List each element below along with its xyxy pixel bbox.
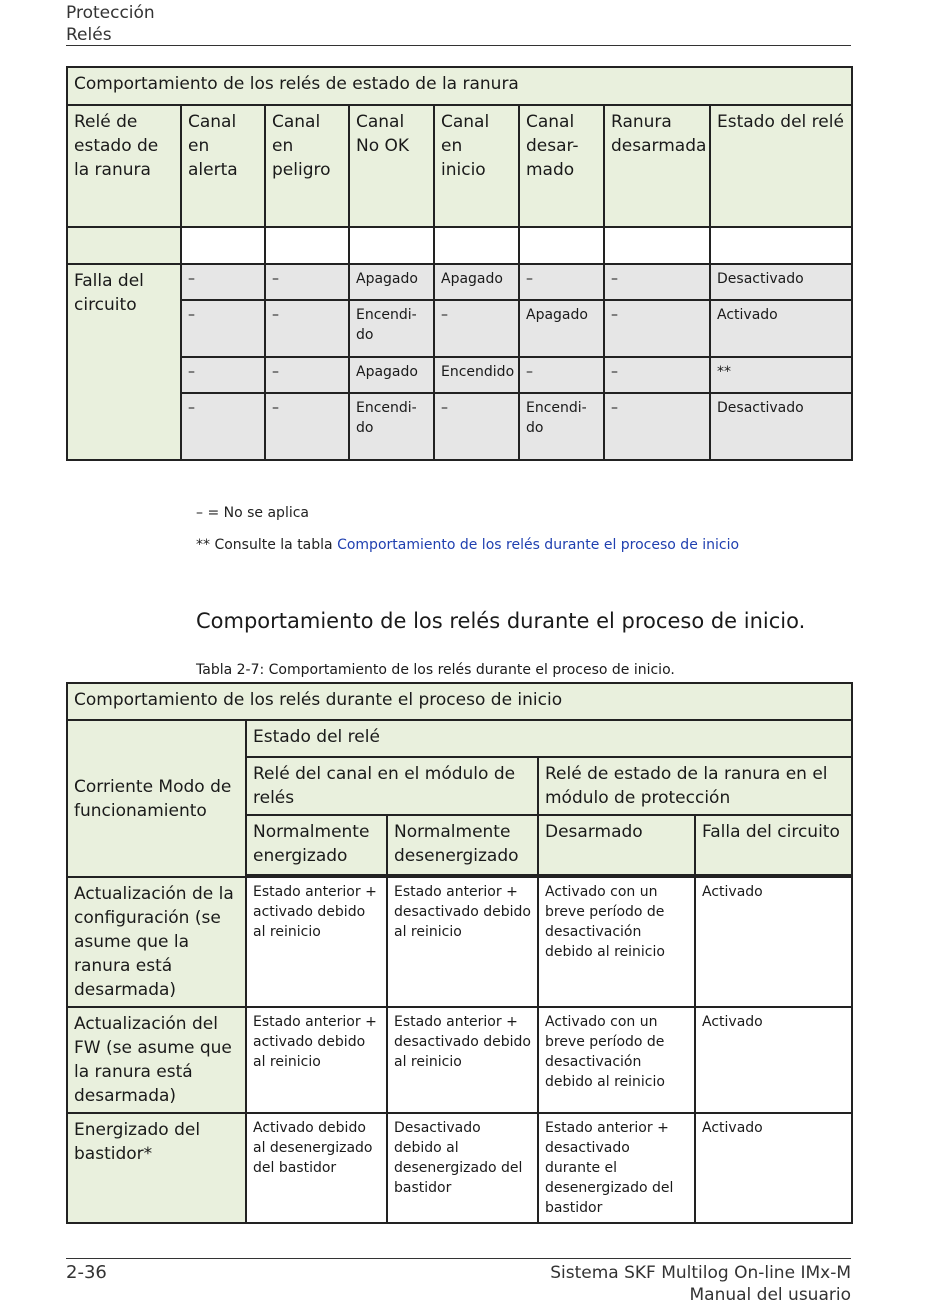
table-cell: Activado con un breve período de desactivación debido al reinicio (538, 877, 695, 1007)
column-header: Ranura desarmada (604, 105, 710, 227)
table-cell: ** (710, 357, 852, 393)
column-header: Normalmente desenergizado (387, 815, 538, 875)
table-cell: Apagado (519, 300, 604, 357)
header-section: Protección (66, 3, 155, 23)
column-header: Relé de estado de la ranura (67, 105, 181, 227)
table-cell: Encendi-do (349, 300, 434, 357)
column-header: Normalmente energizado (246, 815, 387, 875)
table-cell: Encendi-do (519, 393, 604, 460)
column-header: Canal desar-mado (519, 105, 604, 227)
table-cell: Encendido (434, 357, 519, 393)
empty-cell (604, 227, 710, 264)
table-row (67, 1007, 852, 1113)
section-heading: Comportamiento de los relés durante el proceso de inicio. (196, 609, 806, 633)
header-subsection: Relés (66, 25, 112, 45)
table-cell: Activado (710, 300, 852, 357)
column-header: Canal No OK (349, 105, 434, 227)
table-cell: – (265, 264, 349, 300)
empty-cell (181, 227, 265, 264)
table-cell: Apagado (349, 357, 434, 393)
table-cell: – (519, 357, 604, 393)
table-cell: – (265, 300, 349, 357)
table-cell: Activado (695, 1113, 852, 1223)
table-cell: – (434, 393, 519, 460)
table-row (67, 357, 852, 393)
row-label: Falla del circuito (67, 264, 181, 460)
footnote-ref (196, 537, 739, 553)
footer-doc: Manual del usuario (689, 1285, 851, 1305)
running-header (66, 2, 155, 46)
column-header: Canal en peligro (265, 105, 349, 227)
table-cell: – (604, 357, 710, 393)
table-cell: Activado (695, 1007, 852, 1113)
spacer-cell (67, 227, 181, 264)
table-cell: Activado debido al desenergizado del bastidor (246, 1113, 387, 1223)
table-cell: Estado anterior + desactivado durante el desenergizado del bastidor (538, 1113, 695, 1223)
table-cell: – (265, 357, 349, 393)
corner-header: Corriente Modo de funcionamiento (67, 720, 246, 877)
status-header: Estado del relé (246, 720, 852, 757)
column-header: Canal en inicio (434, 105, 519, 227)
table-cell: Apagado (349, 264, 434, 300)
table-cell: – (604, 264, 710, 300)
empty-cell (265, 227, 349, 264)
column-header: Falla del circuito (695, 815, 852, 875)
table-caption: Tabla 2-7: Comportamiento de los relés durante el proceso de inicio. (196, 662, 675, 678)
table-row (67, 264, 852, 300)
footnote-ref-text: ** Consulte la tabla (196, 537, 333, 553)
table-cell: Apagado (434, 264, 519, 300)
table-cell: Encendi-do (349, 393, 434, 460)
empty-cell (434, 227, 519, 264)
empty-cell (349, 227, 434, 264)
group-header: Relé del canal en el módulo de relés (246, 757, 538, 815)
table-cell: – (181, 300, 265, 357)
table-cell: – (604, 300, 710, 357)
slot-relay-table (66, 66, 853, 461)
table-cell: Desactivado (710, 393, 852, 460)
footer-rule (66, 1258, 851, 1259)
table-link[interactable]: Comportamiento de los relés durante el proceso de inicio (337, 537, 740, 553)
group-header: Relé de estado de la ranura en el módulo de protección (538, 757, 852, 815)
header-rule (66, 45, 851, 46)
column-header: Estado del relé (710, 105, 852, 227)
table-cell: – (604, 393, 710, 460)
table-cell: Estado anterior + activado debido al reinicio (246, 877, 387, 1007)
table-cell: – (519, 264, 604, 300)
table-cell: Activado (695, 877, 852, 1007)
table-cell: Desactivado (710, 264, 852, 300)
footer-product: Sistema SKF Multilog On-line IMx-M (550, 1263, 851, 1283)
column-header: Desarmado (538, 815, 695, 875)
table-cell: – (181, 357, 265, 393)
table-title: Comportamiento de los relés de estado de la ranura (67, 67, 852, 105)
table-cell: Estado anterior + desactivado debido al reinicio (387, 1007, 538, 1113)
page-number: 2-36 (66, 1262, 107, 1283)
table-row (67, 393, 852, 460)
row-label: Actualización de la configuración (se asume que la ranura está desarmada) (67, 877, 246, 1007)
empty-cell (710, 227, 852, 264)
startup-relay-table (66, 682, 853, 1224)
table-cell: – (265, 393, 349, 460)
row-label: Actualización del FW (se asume que la ranura está desarmada) (67, 1007, 246, 1113)
table-cell: Estado anterior + activado debido al reinicio (246, 1007, 387, 1113)
table-title: Comportamiento de los relés durante el proceso de inicio (67, 683, 852, 720)
empty-cell (519, 227, 604, 264)
table-cell: – (181, 264, 265, 300)
table-row (67, 1113, 852, 1223)
row-label: Energizado del bastidor* (67, 1113, 246, 1223)
footnote-na: – = No se aplica (196, 505, 309, 521)
table-cell: Activado con un breve período de desactivación debido al reinicio (538, 1007, 695, 1113)
table-row (67, 300, 852, 357)
table-row (67, 877, 852, 1007)
table-cell: – (434, 300, 519, 357)
table-cell: Desactivado debido al desenergizado del bastidor (387, 1113, 538, 1223)
running-footer (550, 1262, 851, 1306)
table-cell: – (181, 393, 265, 460)
column-header: Canal en alerta (181, 105, 265, 227)
table-cell: Estado anterior + desactivado debido al reinicio (387, 877, 538, 1007)
